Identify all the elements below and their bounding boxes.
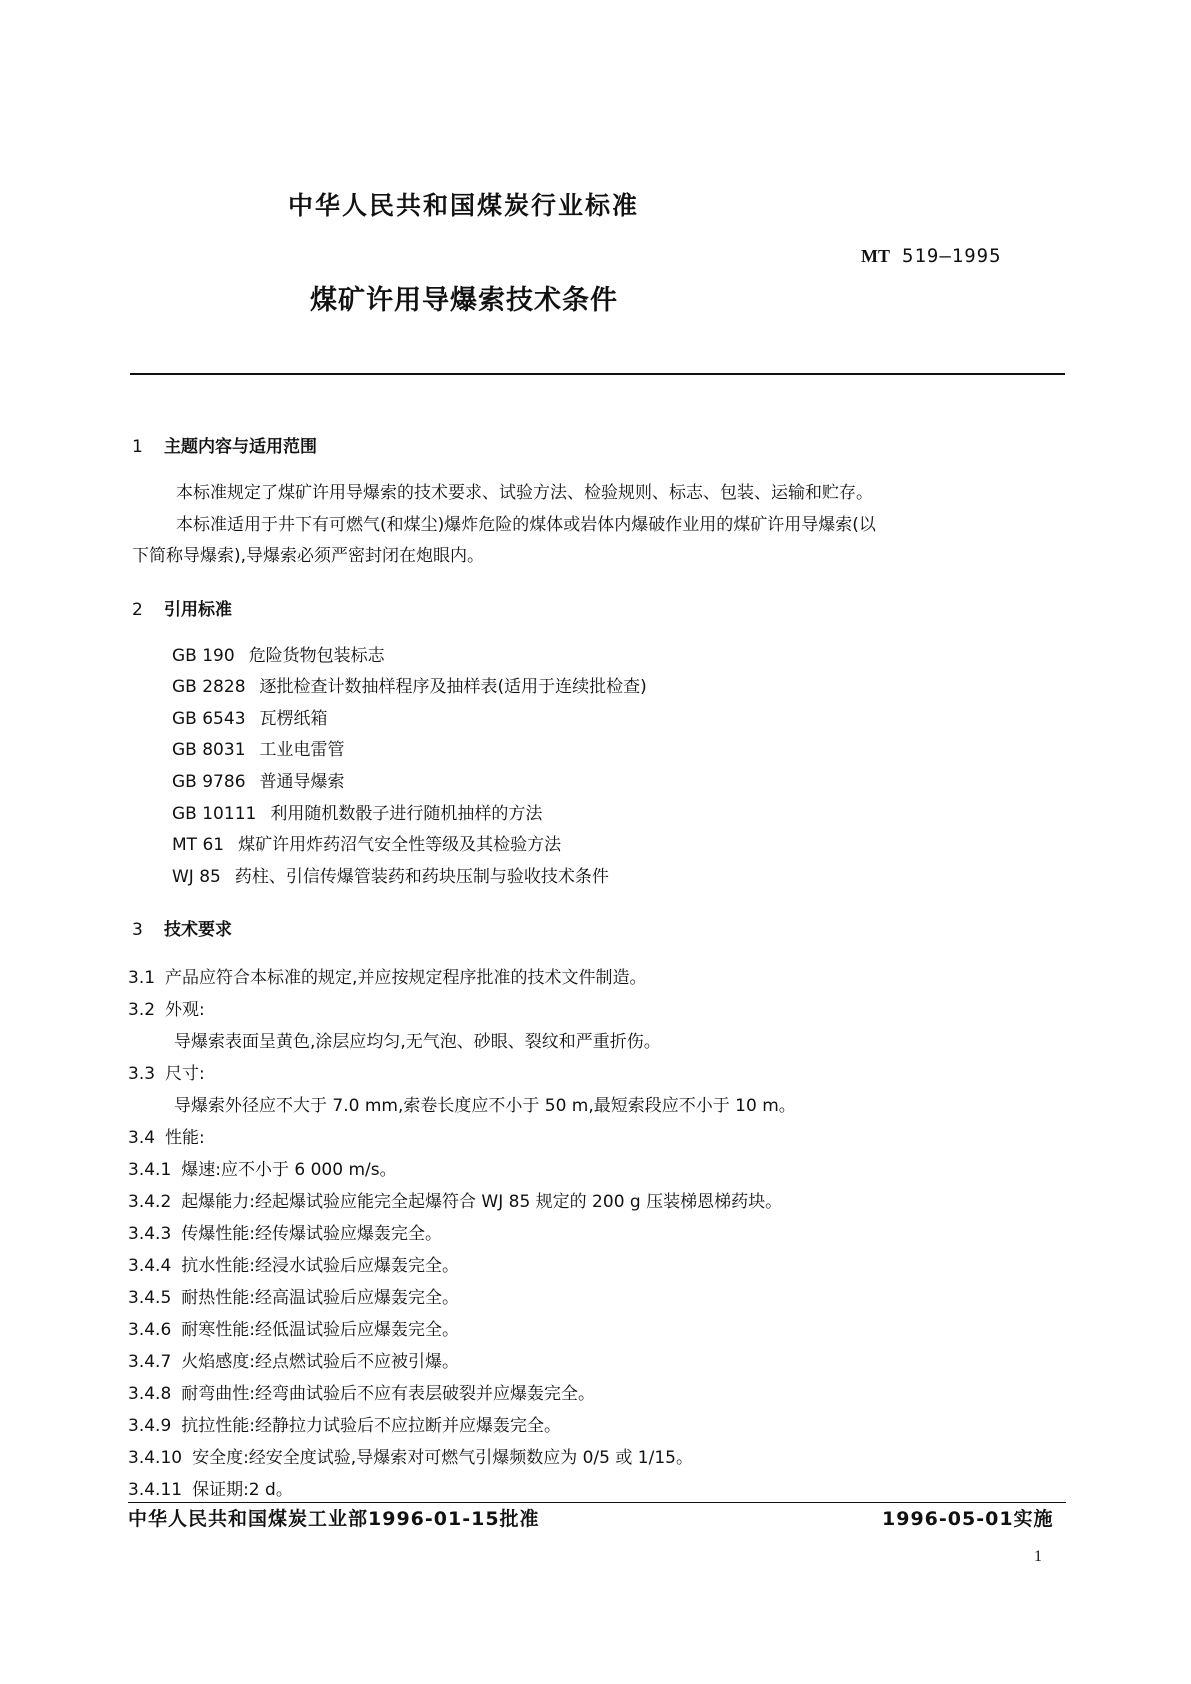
clause-number: 3.2 xyxy=(128,1000,156,1020)
clause-number: 3.1 xyxy=(128,968,156,988)
reference-item xyxy=(172,735,345,760)
standard-category-title: 中华人民共和国煤炭行业标准 xyxy=(288,191,640,220)
clause-text: 抗水性能:经浸水试验后应爆轰完全。 xyxy=(181,1256,459,1276)
reference-item xyxy=(172,704,328,729)
standard-id: 519—1995 xyxy=(902,245,1002,267)
reference-code: WJ 85 xyxy=(172,867,221,887)
standard-prefix: MT xyxy=(861,246,890,266)
reference-code: GB 9786 xyxy=(172,772,246,792)
section-2-number: 2 xyxy=(132,600,143,620)
clause-number: 3.4.4 xyxy=(128,1256,172,1276)
reference-code: GB 2828 xyxy=(172,677,246,697)
effective-date: 1996-05-01实施 xyxy=(882,1508,1054,1530)
section-3-number: 3 xyxy=(132,920,143,940)
clause-item xyxy=(128,1155,397,1180)
clause-3-1 xyxy=(128,963,646,988)
clause-item xyxy=(128,1443,693,1468)
section-1-title: 主题内容与适用范围 xyxy=(164,437,317,457)
clause-text: 抗拉性能:经静拉力试验后不应拉断并应爆轰完全。 xyxy=(181,1416,561,1436)
clause-item xyxy=(128,1347,459,1372)
clause-3-3 xyxy=(128,1059,205,1084)
reference-item xyxy=(172,672,647,697)
reference-item xyxy=(172,862,609,887)
clause-3-2-detail: 导爆索表面呈黄色,涂层应均匀,无气泡、砂眼、裂纹和严重折伤。 xyxy=(174,1032,661,1052)
reference-code: GB 10111 xyxy=(172,804,257,824)
clause-number: 3.4.10 xyxy=(128,1448,183,1468)
clause-item xyxy=(128,1219,442,1244)
clause-text: 尺寸: xyxy=(165,1064,205,1084)
section-1-heading xyxy=(132,432,317,457)
clause-3-2 xyxy=(128,995,205,1020)
reference-item xyxy=(172,799,542,824)
clause-text: 起爆能力:经起爆试验应能完全起爆符合 WJ 85 规定的 200 g 压装梯恩梯药块。 xyxy=(181,1192,783,1212)
section-2-heading xyxy=(132,595,232,620)
clause-number: 3.4.2 xyxy=(128,1192,172,1212)
clause-text: 保证期:2 d。 xyxy=(192,1480,293,1500)
section-3-title: 技术要求 xyxy=(164,920,232,940)
clause-text: 性能: xyxy=(165,1128,205,1148)
section-3-heading xyxy=(132,915,232,940)
clause-text: 传爆性能:经传爆试验应爆轰完全。 xyxy=(181,1224,442,1244)
reference-title: 药柱、引信传爆管装药和药块压制与验收技术条件 xyxy=(234,867,609,887)
page-number: 1 xyxy=(1034,1548,1042,1565)
clause-item xyxy=(128,1315,459,1340)
reference-title: 逐批检查计数抽样程序及抽样表(适用于连续批检查) xyxy=(259,677,647,697)
clause-number: 3.4 xyxy=(128,1128,156,1148)
clause-item xyxy=(128,1283,459,1308)
clause-number: 3.4.9 xyxy=(128,1416,172,1436)
clause-item xyxy=(128,1475,293,1500)
reference-code: MT 61 xyxy=(172,835,225,855)
clause-text: 爆速:应不小于 6 000 m/s。 xyxy=(181,1160,397,1180)
clause-text: 耐热性能:经高温试验后应爆轰完全。 xyxy=(181,1288,459,1308)
section-1-paragraph-2-line-2: 下简称导爆索),导爆索必须严密封闭在炮眼内。 xyxy=(132,546,485,566)
clause-3-4 xyxy=(128,1123,205,1148)
reference-title: 危险货物包装标志 xyxy=(248,646,385,666)
clause-number: 3.4.7 xyxy=(128,1352,172,1372)
clause-item xyxy=(128,1187,782,1212)
section-1-paragraph-1: 本标准规定了煤矿许用导爆索的技术要求、试验方法、检验规则、标志、包装、运输和贮存。 xyxy=(176,483,873,503)
approval-statement: 中华人民共和国煤炭工业部1996-01-15批准 xyxy=(128,1508,540,1530)
clause-number: 3.4.11 xyxy=(128,1480,183,1500)
clause-text: 安全度:经安全度试验,导爆索对可燃气引爆频数应为 0/5 或 1/15。 xyxy=(192,1448,693,1468)
clause-text: 外观: xyxy=(165,1000,205,1020)
reference-title: 利用随机数骰子进行随机抽样的方法 xyxy=(270,804,543,824)
standard-number xyxy=(861,245,1002,267)
clause-number: 3.4.3 xyxy=(128,1224,172,1244)
clause-item xyxy=(128,1251,459,1276)
reference-title: 瓦楞纸箱 xyxy=(259,709,328,729)
reference-title: 普通导爆索 xyxy=(259,772,345,792)
clause-item xyxy=(128,1411,561,1436)
reference-title: 工业电雷管 xyxy=(259,740,345,760)
reference-item xyxy=(172,641,385,666)
reference-title: 煤矿许用炸药沼气安全性等级及其检验方法 xyxy=(238,835,562,855)
reference-code: GB 6543 xyxy=(172,709,246,729)
reference-item xyxy=(172,830,561,855)
clause-item xyxy=(128,1379,595,1404)
section-1-number: 1 xyxy=(132,437,143,457)
reference-item xyxy=(172,767,345,792)
section-1-paragraph-2-line-1: 本标准适用于井下有可燃气(和煤尘)爆炸危险的煤体或岩体内爆破作业用的煤矿许用导爆索(以 xyxy=(176,515,876,535)
clause-number: 3.3 xyxy=(128,1064,156,1084)
header-divider xyxy=(130,373,1065,375)
clause-text: 耐寒性能:经低温试验后应爆轰完全。 xyxy=(181,1320,459,1340)
clause-text: 耐弯曲性:经弯曲试验后不应有表层破裂并应爆轰完全。 xyxy=(181,1384,595,1404)
reference-code: GB 8031 xyxy=(172,740,246,760)
clause-text: 火焰感度:经点燃试验后不应被引爆。 xyxy=(181,1352,459,1372)
footer-divider xyxy=(128,1502,1066,1503)
clause-number: 3.4.1 xyxy=(128,1160,172,1180)
reference-code: GB 190 xyxy=(172,646,235,666)
section-2-title: 引用标准 xyxy=(164,600,232,620)
document-title: 煤矿许用导爆索技术条件 xyxy=(310,285,618,316)
clause-text: 产品应符合本标准的规定,并应按规定程序批准的技术文件制造。 xyxy=(165,968,647,988)
clause-number: 3.4.5 xyxy=(128,1288,172,1308)
clause-number: 3.4.8 xyxy=(128,1384,172,1404)
clause-number: 3.4.6 xyxy=(128,1320,172,1340)
clause-3-3-detail: 导爆索外径应不大于 7.0 mm,索卷长度应不小于 50 m,最短索段应不小于 10 m。 xyxy=(174,1096,796,1116)
